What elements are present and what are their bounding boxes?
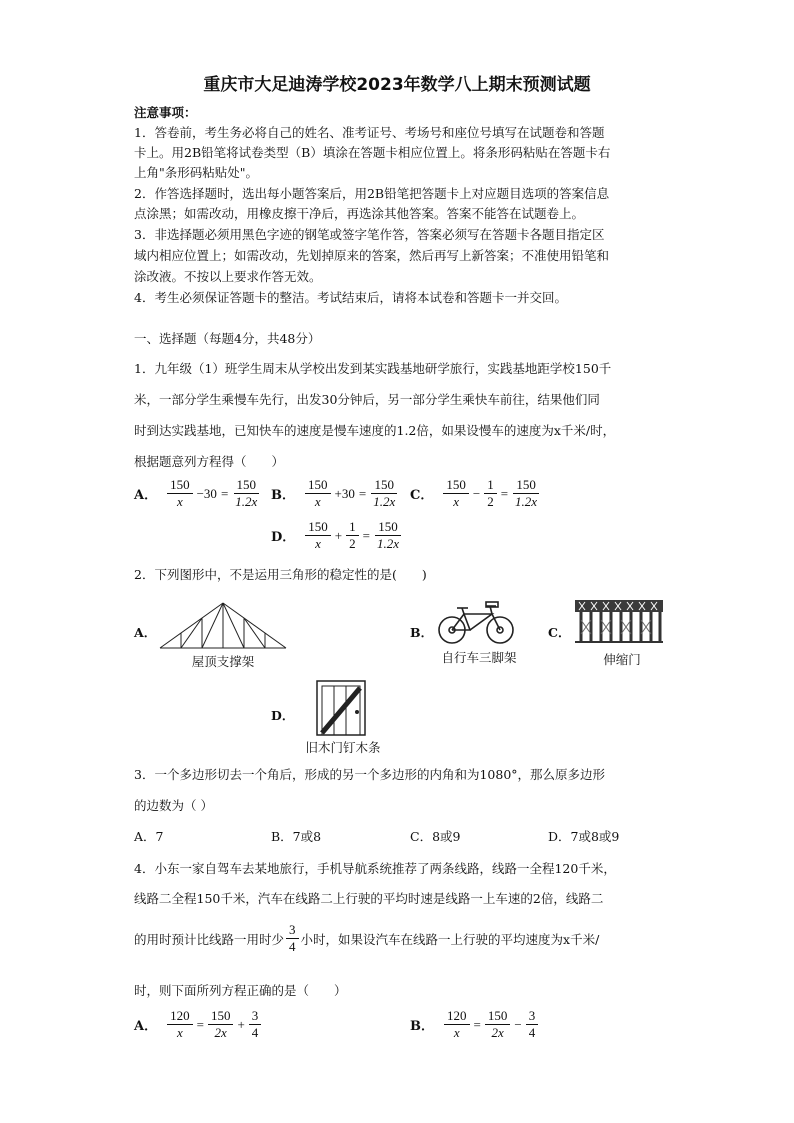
q4-line-with-fraction: 的用时预计比线路一用时少 $\frac{3}{4}$ 小时，如果设汽车在线路一上行驶的平均速度为x千米/	[134, 922, 600, 954]
fraction: $\frac{150}{1.2x}$	[235, 477, 258, 509]
q4-line: 时，则下面所列方程正确的是（ ）	[134, 983, 347, 998]
fraction: $\frac{150}{2x}$	[208, 1008, 234, 1041]
fraction: $\frac{150}{x}$	[443, 477, 469, 510]
fraction: $\frac{150}{2x}$	[485, 1008, 511, 1041]
q3-option-b[interactable]: B．7或8	[271, 829, 322, 844]
option-label: B．	[410, 1019, 434, 1034]
fraction: $\frac{3}{4}$	[249, 1008, 262, 1041]
q1-option-b[interactable]: B． $\frac{150}{x}$ +30 = $\frac{150}{1.2x}$	[271, 477, 400, 510]
option-label: A．	[134, 1019, 158, 1034]
option-label: D．	[271, 530, 296, 545]
q1-option-a[interactable]: A． $\frac{150}{x}$ −30 = $\frac{150}{1.2x}$	[134, 477, 262, 510]
q1-option-d[interactable]: D． $\frac{150}{x}$ + $\frac{1}{2}$ = $\frac{150}{1.2x}$	[271, 519, 404, 552]
q2-option-c-label[interactable]: C．	[548, 625, 571, 640]
fraction: $\frac{120}{x}$	[444, 1008, 470, 1041]
notice-heading: 注意事项：	[134, 105, 197, 120]
notice-line: 1．答卷前，考生务必将自己的姓名、准考证号、考场号和座位号填写在试题卷和答题	[134, 125, 605, 140]
notice-line: 3．非选择题必须用黑色字迹的钢笔或签字笔作答，答案必须写在答题卡各题目指定区	[134, 227, 605, 242]
fraction: $\frac{3}{4}$	[286, 922, 299, 955]
q3-option-c[interactable]: C．8或9	[410, 829, 461, 844]
fraction: $\frac{150}{x}$	[305, 477, 331, 510]
q3-line: 的边数为（ ）	[134, 798, 213, 813]
fraction: $\frac{150}{1.2x}$	[376, 519, 399, 551]
retractable-gate-figure	[575, 600, 663, 644]
q4-option-b[interactable]: B． $\frac{120}{x}$ = $\frac{150}{2x}$ − $\frac{3}{4}$	[410, 1008, 540, 1041]
fraction: $\frac{150}{1.2x}$	[515, 477, 538, 509]
q3-option-a[interactable]: A．7	[134, 829, 164, 844]
option-label: C．	[410, 488, 434, 503]
option-label: A．	[134, 488, 158, 503]
q2-caption-d: 旧木门钉木条	[305, 740, 381, 755]
q2-option-d-label[interactable]: D．	[271, 708, 295, 723]
q4-line: 线路二全程150千米，汽车在线路二上行驶的平均时速是线路一上车速的2倍，线路二	[134, 891, 604, 906]
notice-line: 上角"条形码粘贴处"。	[134, 165, 258, 180]
notice-line: 涂改液。不按以上要求作答无效。	[134, 269, 322, 284]
q2-caption-c: 伸缩门	[603, 652, 641, 667]
bicycle-figure	[436, 600, 516, 646]
page-title: 重庆市大足迪涛学校2023年数学八上期末预测试题	[203, 75, 591, 95]
q4-option-a[interactable]: A． $\frac{120}{x}$ = $\frac{150}{2x}$ + $\frac{3}{4}$	[134, 1008, 263, 1041]
q3-option-d[interactable]: D．7或8或9	[548, 829, 620, 844]
notice-line: 4．考生必须保证答题卡的整洁。考试结束后，请将本试卷和答题卡一并交回。	[134, 290, 567, 305]
q1-line: 1．九年级（1）班学生周末从学校出发到某实践基地研学旅行，实践基地距学校150千	[134, 361, 612, 376]
q1-line: 根据题意列方程得（ ）	[134, 454, 285, 469]
q2-option-a-label[interactable]: A．	[134, 625, 157, 640]
q2-option-b-label[interactable]: B．	[410, 625, 434, 640]
fraction: $\frac{150}{x}$	[167, 477, 193, 510]
q2-caption-a: 屋顶支撑架	[191, 654, 255, 669]
notice-line: 域内相应位置上；如需改动，先划掉原来的答案，然后再写上新答案；不准使用铅笔和	[134, 248, 610, 263]
q2-caption-b: 自行车三脚架	[441, 650, 517, 665]
notice-line: 2．作答选择题时，选出每小题答案后，用2B铅笔把答题卡上对应题目选项的答案信息	[134, 186, 610, 201]
notice-line: 卡上。用2B铅笔将试卷类型（B）填涂在答题卡相应位置上。将条形码粘贴在答题卡右	[134, 145, 611, 160]
notice-line: 点涂黑；如需改动，用橡皮擦干净后，再选涂其他答案。答案不能答在试题卷上。	[134, 206, 585, 221]
fraction: $\frac{120}{x}$	[167, 1008, 193, 1041]
fraction: $\frac{150}{x}$	[305, 519, 331, 552]
fraction: $\frac{150}{1.2x}$	[373, 477, 396, 509]
fraction: $\frac{1}{2}$	[346, 519, 359, 552]
q1-line: 时到达实践基地，已知快车的速度是慢车速度的1.2倍，如果设慢车的速度为x千米/时，	[134, 423, 616, 438]
fraction: $\frac{1}{2}$	[484, 477, 497, 510]
q1-line: 米，一部分学生乘慢车先行，出发30分钟后，另一部分学生乘快车前往，结果他们同	[134, 392, 600, 407]
q4-line: 4．小东一家自驾车去某地旅行，手机导航系统推荐了两条线路，线路一全程120千米，	[134, 861, 616, 876]
roof-truss-figure	[158, 600, 288, 652]
q3-line: 3．一个多边形切去一个角后，形成的另一个多边形的内角和为1080°，那么原多边形	[134, 767, 606, 782]
q1-option-c[interactable]: C． $\frac{150}{x}$ − $\frac{1}{2}$ = $\frac{150}{1.2x}$	[410, 477, 542, 510]
old-door-figure	[316, 680, 366, 736]
q2-question: 2．下列图形中，不是运用三角形的稳定性的是( )	[134, 567, 427, 582]
option-label: B．	[271, 488, 295, 503]
fraction: $\frac{3}{4}$	[526, 1008, 539, 1041]
section-heading: 一、选择题（每题4分，共48分）	[134, 331, 321, 346]
